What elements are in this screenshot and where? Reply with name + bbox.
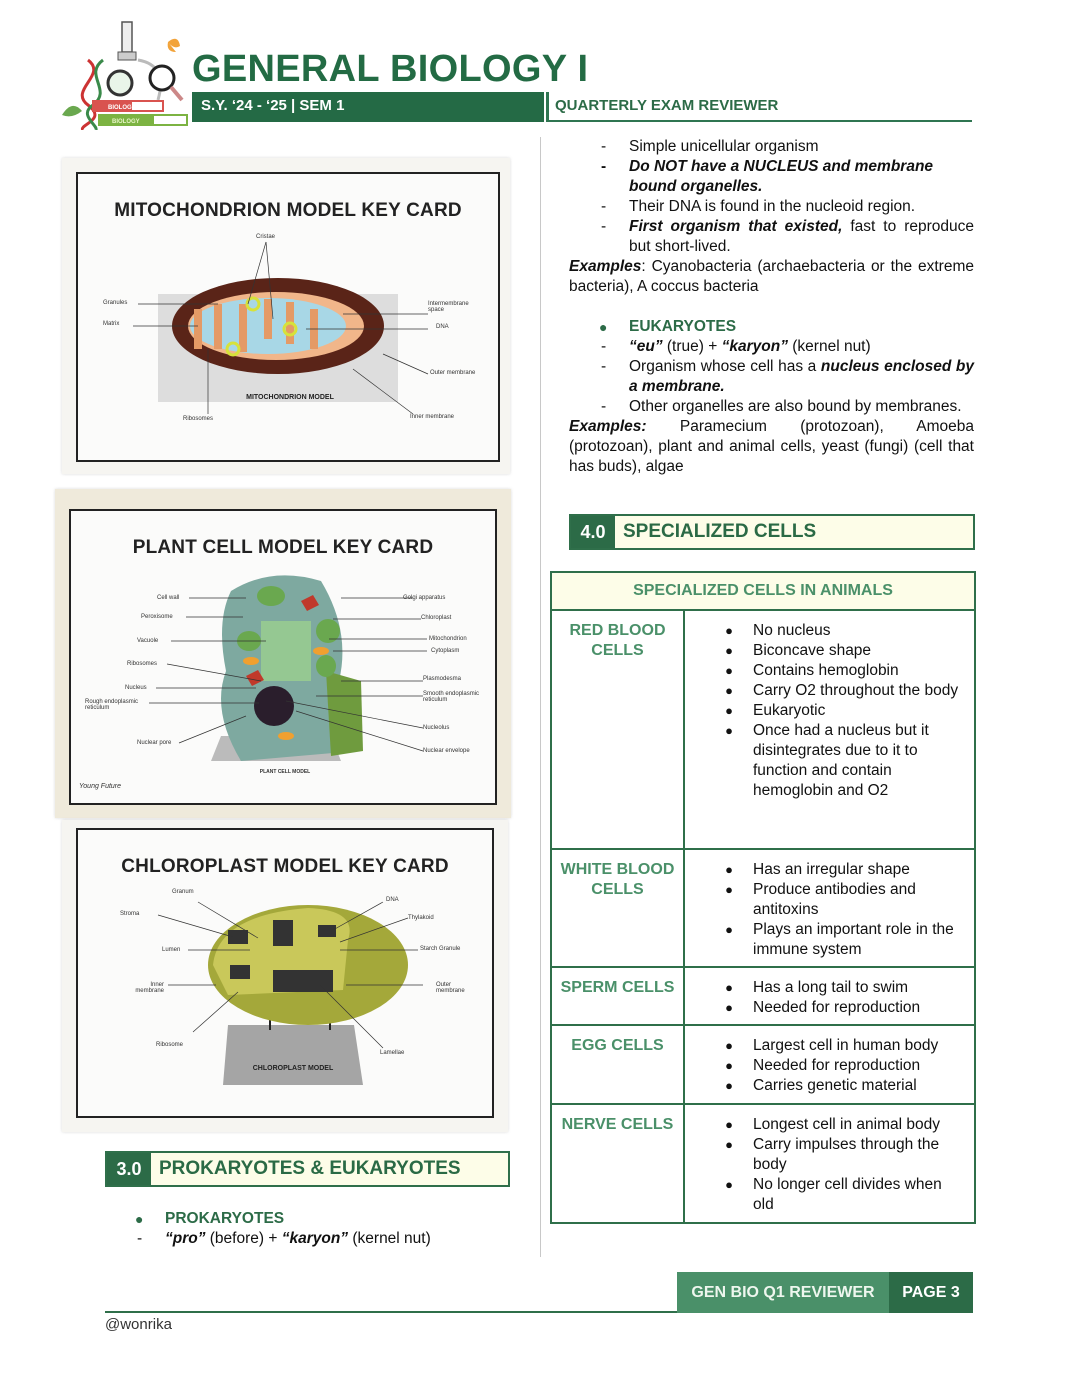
svg-text:CHLOROPLAST MODEL: CHLOROPLAST MODEL [252,1065,334,1072]
svg-text:MITOCHONDRION MODEL: MITOCHONDRION MODEL [246,394,334,401]
list-item: - First organism that existed, fast to reproduce but short-lived. [601,218,974,255]
prokaryotes-intro [105,1209,525,1249]
list-item: - “eu” (true) + “karyon” (kernel nut) [601,338,871,355]
prokaryotes-etymology: - “pro” (before) + “karyon” (kernel nut) [105,1229,525,1249]
column-divider [540,137,541,1257]
dash-marker: - [137,1230,143,1247]
eukaryotes-examples: Examples: Paramecium (protozoan), Amoeba (protozoan), plant and animal cells, yeast (fungi) (cell that has buds), algae [569,418,974,475]
specialized-cells-table [550,571,976,1224]
table-row [552,611,974,850]
prokaryotes-examples: Examples: Cyanobacteria (archaebacteria or the extreme bacteria), A coccus bacteria [569,258,974,295]
section-number: 4.0 [571,516,615,548]
card-title: CHLOROPLAST MODEL KEY CARD [121,856,449,877]
cell-type: NERVE CELLS [552,1105,685,1222]
plant-cell-diagram [71,511,499,807]
section-4-header [569,514,975,550]
section-3-header [105,1151,510,1187]
prokaryotes-heading: ● PROKARYOTES [105,1209,525,1229]
brand-logo: Young Future [79,783,122,790]
list-item: - Organism whose cell has a nucleus enclosed by a membrane. [601,358,974,395]
list-item: - Other organelles are also bound by membranes. [601,398,962,415]
mitochondrion-diagram [78,174,502,464]
section-number: 3.0 [107,1153,151,1185]
page-title: GENERAL BIOLOGY I [192,48,589,90]
cell-traits: ● Has a long tail to swim ● Needed for reproduction [725,979,921,1016]
card-title: MITOCHONDRION MODEL KEY CARD [114,200,462,221]
footer-rule [105,1311,678,1313]
eukaryotes-details [569,317,974,477]
section-title: PROKARYOTES & EUKARYOTES [159,1158,461,1179]
cell-type: WHITE BLOOD CELLS [552,850,685,966]
footer-doc-tag: GEN BIO Q1 REVIEWER [677,1272,889,1313]
cell-type: EGG CELLS [552,1026,685,1103]
list-item: - Simple unicellular organism [601,138,819,155]
cell-traits: ● Has an irregular shape ● Produce antibodies and antitoxins ● Plays an important role in the immune system [725,861,954,958]
section-title: SPECIALIZED CELLS [623,521,817,542]
table-header: SPECIALIZED CELLS IN ANIMALS [552,573,974,611]
mitochondrion-key-card-image: MITOCHONDRION MODEL KEY CARD MITOCHONDRION MODEL Cristae Granules Matrix Intermembrane space DNA Outer membrane Inner membrane Ribosomes [62,158,510,474]
svg-text:BIOLOGY: BIOLOGY [112,119,140,125]
cell-traits: ● Largest cell in human body ● Needed for reproduction ● Carries genetic material [725,1037,939,1094]
magnifier-icon [108,71,132,95]
eukaryotes-heading: ● EUKARYOTES [569,317,974,337]
bullet-icon: ● [135,1211,144,1227]
cell-traits: ● No nucleus ● Biconcave shape ● Contains hemoglobin ● Carry O2 throughout the body ● Eukaryotic ● Once had a nucleus but it disintegrates due to it to function and contain hemoglobin and O2 [725,622,959,799]
table-row [552,1105,974,1222]
chloroplast-diagram [78,830,496,1120]
doc-type-label: QUARTERLY EXAM REVIEWER [546,92,972,122]
table-row [552,1026,974,1105]
book-label: BIOLOGY [108,105,136,111]
chloroplast-key-card-image: CHLOROPLAST MODEL KEY CARD CHLOROPLAST MODEL Granum Stroma Lumen Inner membrane Ribosome DNA Thylakoid Starch Granule Outer membrane Lamellae [62,820,508,1132]
svg-text:PLANT CELL MODEL: PLANT CELL MODEL [259,769,311,775]
list-item: - Do NOT have a NUCLEUS and membrane bound organelles. [601,158,934,195]
plant-cell-key-card-image: PLANT CELL MODEL KEY CARD PLANT CELL MODEL Cell wall Peroxisome Vacuole Ribosomes Nucleus Rough endoplasmic reticulum Nuclear pore Golgi apparatus Chloroplast Mitochondrion Cytoplasm Plasmodesma Smooth endoplasmic reticulum Nucleolus Nuclear envelope Young Future [55,489,511,818]
card-title: PLANT CELL MODEL KEY CARD [132,537,434,558]
leaf-icon [62,106,82,116]
cell-traits: ● Longest cell in animal body ● Carry impulses through the body ● No longer cell divides when old [725,1116,942,1213]
butterfly-icon [168,39,180,52]
bullet-icon: ● [599,319,608,335]
microscope-icon [122,22,132,52]
cell-type: SPERM CELLS [552,968,685,1024]
page-number: PAGE 3 [889,1272,973,1313]
table-row [552,850,974,968]
table-row [552,968,974,1026]
school-year-bar: S.Y. ‘24 - ‘25 | SEM 1 [192,92,544,122]
list-item: - Their DNA is found in the nucleoid region. [601,198,916,215]
cell-type: RED BLOOD CELLS [552,611,685,848]
prokaryotes-details [569,137,974,297]
biology-logo [58,20,190,130]
author-handle: @wonrika [105,1316,172,1333]
